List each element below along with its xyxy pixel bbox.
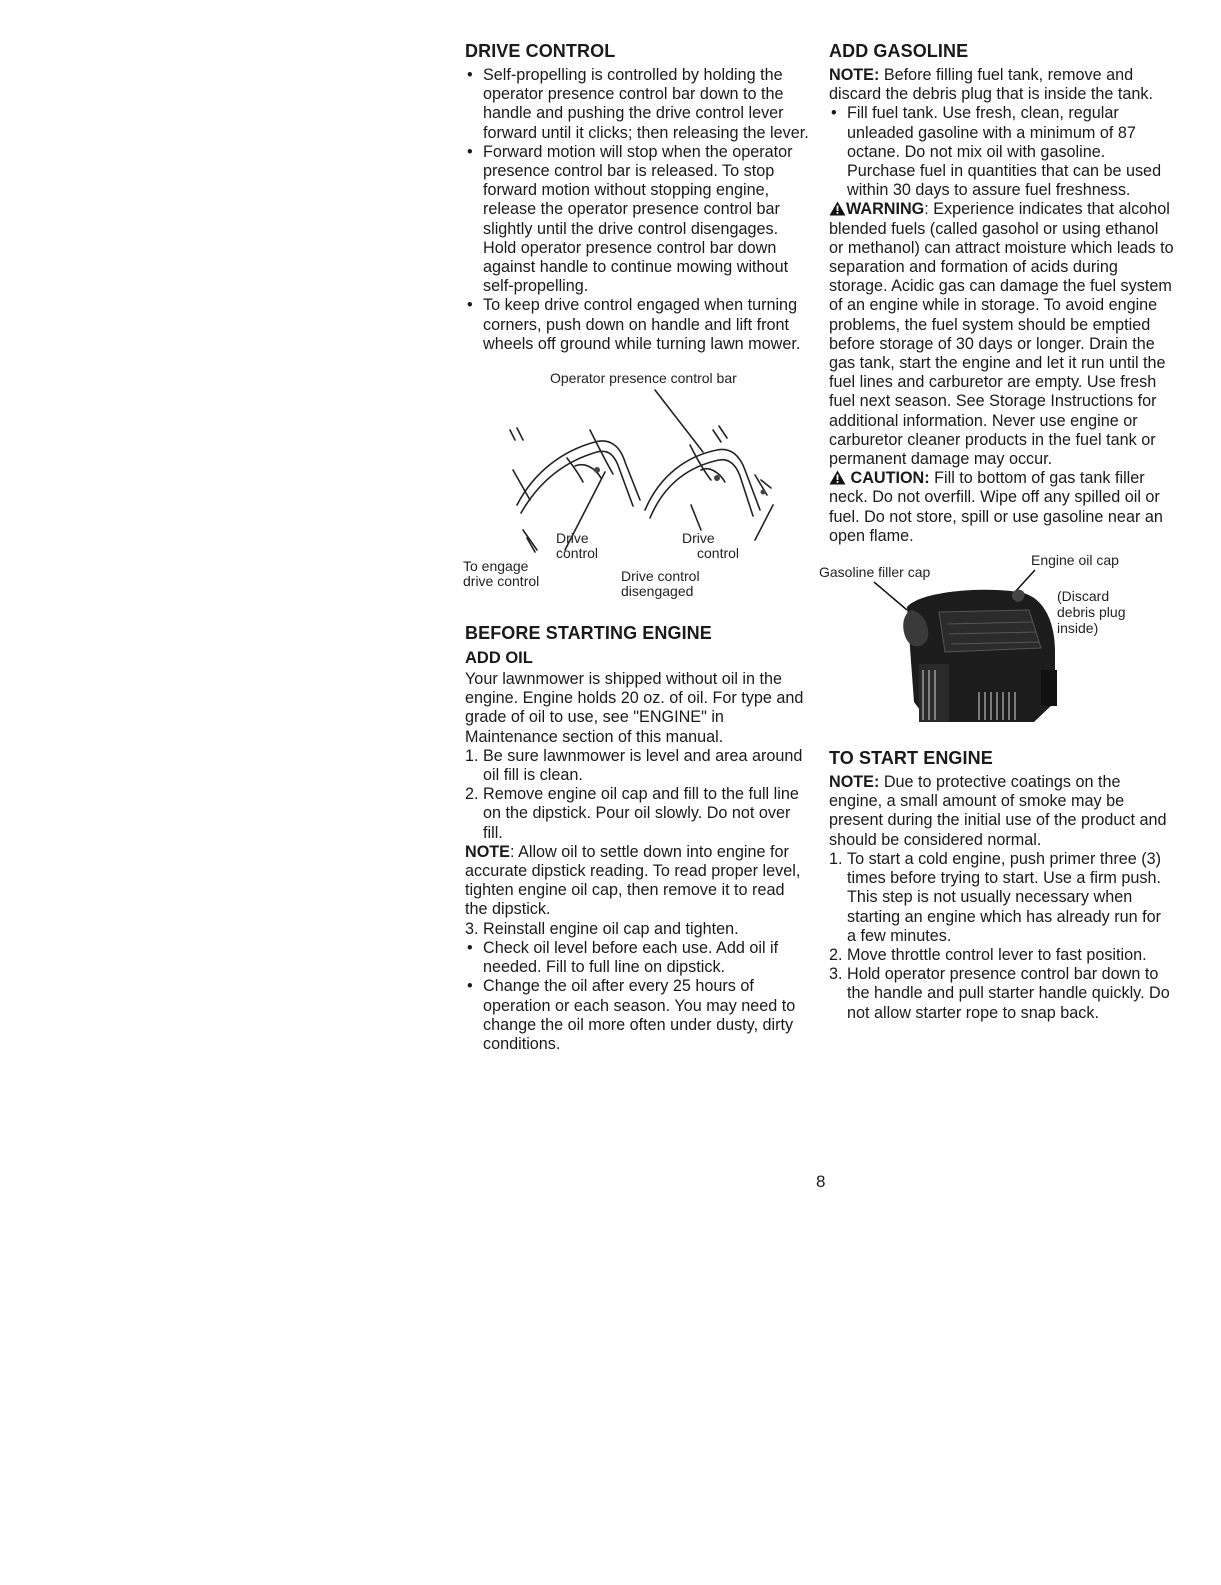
list-item: • Check oil level before each use. Add oil if needed. Fill to full line on dipstick. (465, 939, 810, 977)
start-engine-heading: TO START ENGINE (829, 748, 993, 769)
engage-label: To engage (463, 558, 529, 575)
engine-illustration (819, 552, 1174, 747)
gas-note: NOTE: Before filling fuel tank, remove and discard the debris plug that is inside the tank. (829, 66, 1153, 104)
warning-paragraph: WARNING: Experience indicates that alcohol blended fuels (called gasohol or using ethanol or methanol) can attract moisture which leads to separation and formation of acids during storage. Acidic gas can damage the fuel system of an engine while in storage. To avoid engine problems, the fuel system should be emptied before storage of 30 days or longer. Drain the gas tank, start the engine and let it run until the fuel lines and carburetor are empty. Use fresh fuel next season. See Storage Instructions for additional information. Never use engine or carburetor cleaner products in the fuel tank or permanent damage may occur. (829, 200, 1174, 469)
disengaged-label: Drive control (621, 568, 700, 585)
engine-figure (819, 552, 1174, 747)
drive-control-list (465, 66, 810, 354)
list-item: 3. Reinstall engine oil cap and tighten. (465, 919, 739, 938)
oil-intro: Your lawnmower is shipped without oil in the engine. Engine holds 20 oz. of oil. For type and grade of oil to use, see "ENGINE" in Maintenance section of this manual. (465, 670, 804, 746)
list-item: • To keep drive control engaged when turning corners, push down on handle and lift front wheels off ground while turning lawn mower. (465, 296, 810, 354)
control-label-2: control (697, 545, 740, 562)
drive-control-heading: DRIVE CONTROL (465, 41, 616, 61)
warning-triangle-icon (829, 201, 846, 216)
add-gasoline-heading: ADD GASOLINE (829, 41, 969, 61)
page-number: 8 (816, 1172, 826, 1191)
before-starting-heading: BEFORE STARTING ENGINE (465, 623, 712, 644)
list-item: 2. Move throttle control lever to fast position. (829, 945, 1147, 964)
gas-bullets (829, 104, 1174, 200)
list-item: • Change the oil after every 25 hours of operation or each season. You may need to change the oil more often under dusty, dirty conditions. (465, 977, 810, 1054)
drive-label-1: Drive (556, 530, 589, 547)
oil-step-3 (465, 920, 810, 939)
start-note: NOTE: Due to protective coatings on the engine, a small amount of smoke may be present during the initial use of the product and should be considered normal. (829, 773, 1167, 849)
drive-control-figure (455, 370, 810, 622)
list-item: • Fill fuel tank. Use fresh, clean, regular unleaded gasoline with a minimum of 87 octane. Do not mix oil with gasoline. Purchase fuel in quantities that can be used within 30 days to assure fuel freshness. (829, 104, 1174, 200)
oil-steps (465, 747, 810, 843)
list-item: 3. Hold operator presence control bar down to the handle and pull starter handle quickly. Do not allow starter rope to snap back. (829, 965, 1170, 1022)
list-item: • Self-propelling is controlled by holding the operator presence control bar down to the handle and pushing the drive control lever forward until it clicks; then releasing the lever. (465, 66, 810, 143)
operator-bar-label: Operator presence control bar (550, 370, 737, 387)
discard-label-2: debris plug (1057, 604, 1126, 621)
left-column (465, 40, 810, 1054)
caution-triangle-icon (829, 470, 846, 485)
list-item: 1. Be sure lawnmower is level and area around oil fill is clean. (465, 746, 803, 785)
list-item: 1. To start a cold engine, push primer three (3) times before trying to start. Use a firm push. This step is not usually necessary when starting an engine which has already run for a few minutes. (829, 849, 1162, 945)
discard-label-3: inside) (1057, 620, 1099, 637)
caution-paragraph: CAUTION: Fill to bottom of gas tank filler neck. Do not overfill. Wipe off any spilled oil or fuel. Do not store, spill or use gasoline near an open flame. (829, 469, 1163, 545)
oil-bullets (465, 939, 810, 1054)
control-label-1: control (556, 545, 599, 562)
list-item: • Forward motion will stop when the operator presence control bar is released. To stop forward motion without stopping engine, release the operator presence control bar slightly until the drive control disengages. Hold operator presence control bar down against handle to continue mowing without self-propelling. (465, 143, 810, 297)
filler-cap-label: Gasoline filler cap (819, 564, 931, 581)
disengaged-label-2: disengaged (621, 583, 694, 600)
discard-label-1: (Discard (1057, 588, 1110, 605)
oil-note: NOTE: Allow oil to settle down into engine for accurate dipstick reading. To read proper level, tighten engine oil cap, then remove it to read the dipstick. (465, 842, 801, 919)
engage-label-2: drive control (463, 573, 540, 590)
start-steps (829, 850, 1174, 1023)
list-item: 2. Remove engine oil cap and fill to the full line on the dipstick. Pour oil slowly. Do not over fill. (465, 785, 799, 842)
right-column (819, 40, 1174, 1023)
add-oil-heading: ADD OIL (465, 649, 533, 668)
oil-cap-label: Engine oil cap (1031, 552, 1119, 569)
drive-label-2: Drive (682, 530, 715, 547)
